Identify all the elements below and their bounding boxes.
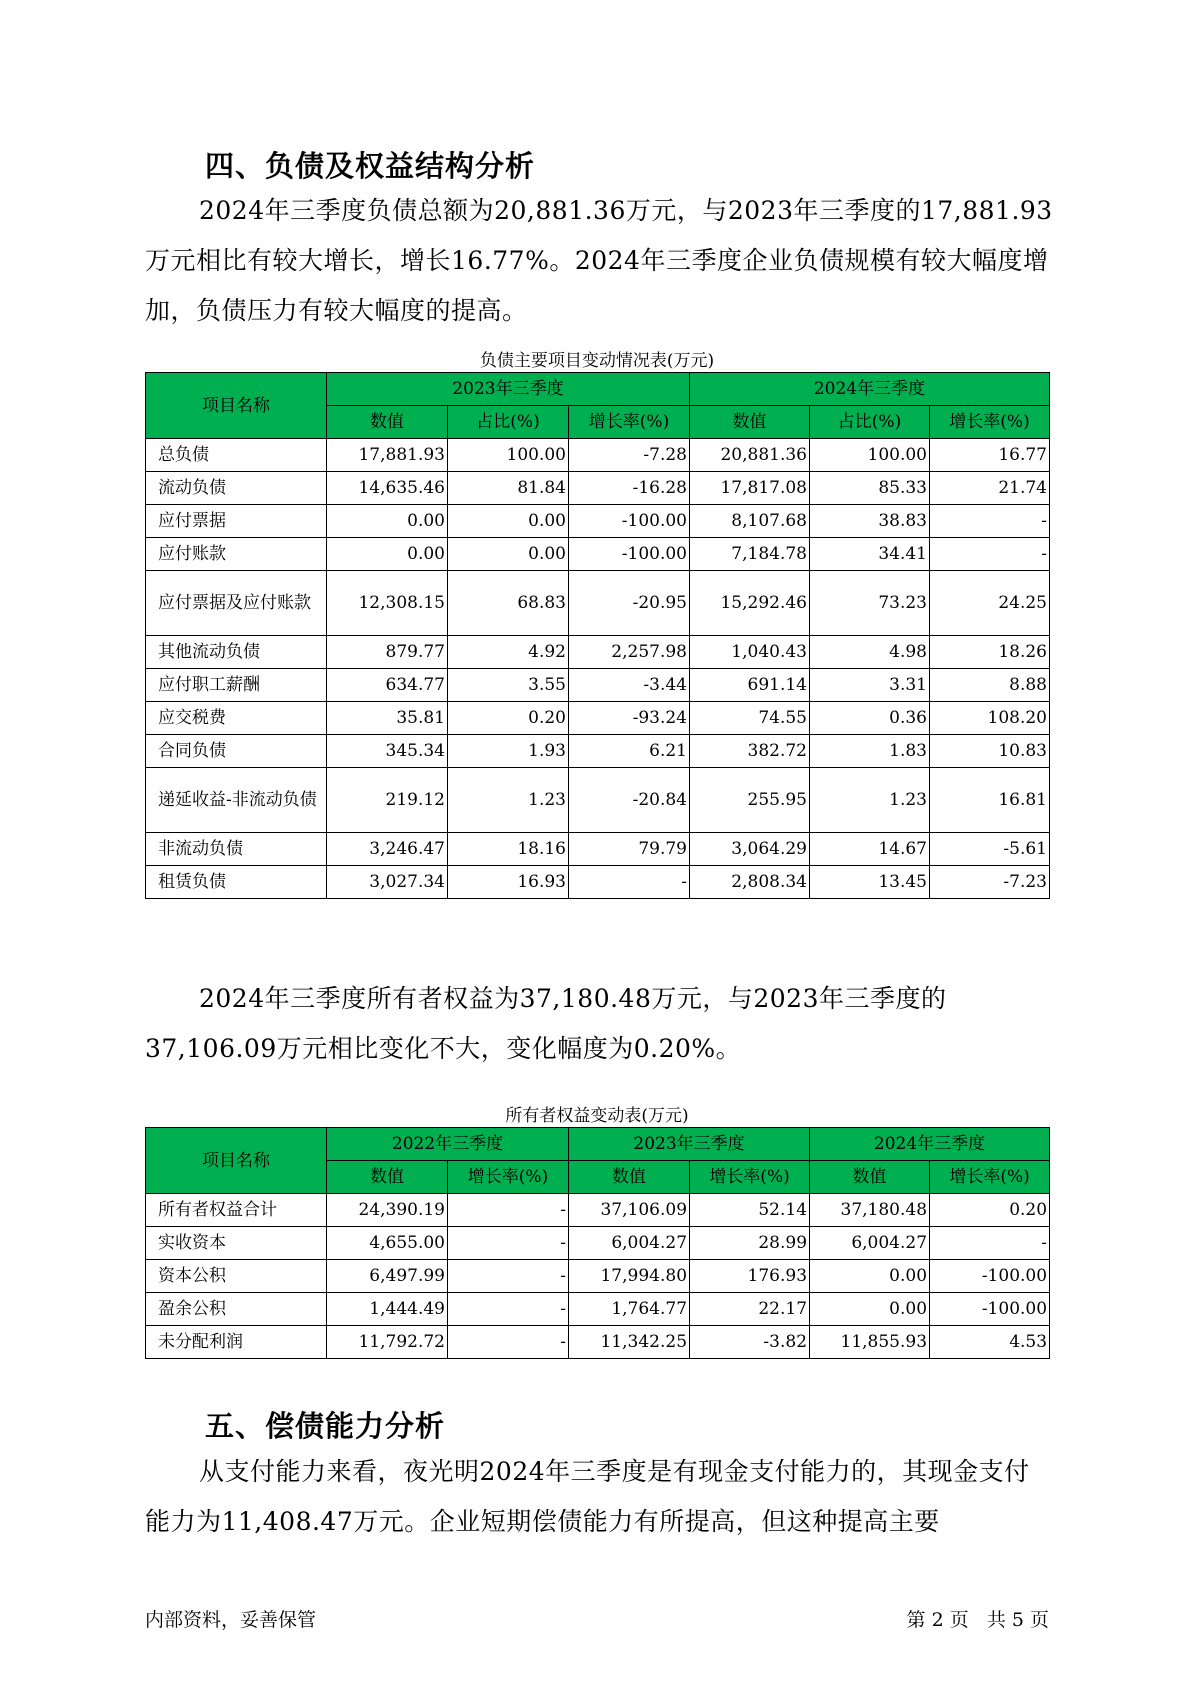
cell-a-growth: - (448, 1326, 569, 1359)
cell-b-val: 11,342.25 (569, 1326, 690, 1359)
cell-c-val: 37,180.48 (810, 1194, 930, 1227)
cell-b-growth: 24.25 (930, 571, 1050, 636)
cell-b-share: 34.41 (810, 538, 930, 571)
table-row (146, 1326, 1050, 1359)
subheader-growth: 增长率(%) (448, 1161, 569, 1194)
cell-b-share: 1.83 (810, 735, 930, 768)
row-item-name: 合同负债 (146, 735, 327, 768)
table-row (146, 833, 1050, 866)
cell-b-growth: - (930, 505, 1050, 538)
cell-a-growth: - (448, 1227, 569, 1260)
cell-b-val: 1,764.77 (569, 1293, 690, 1326)
header-item-name: 项目名称 (146, 373, 327, 439)
header-period-2023: 2023年三季度 (569, 1128, 810, 1161)
table-row (146, 702, 1050, 735)
row-item-name: 流动负债 (146, 472, 327, 505)
cell-b-growth: 8.88 (930, 669, 1050, 702)
cell-a-growth: -93.24 (569, 702, 690, 735)
cell-a-growth: - (569, 866, 690, 899)
cell-b-growth: 28.99 (690, 1227, 810, 1260)
cell-b-share: 100.00 (810, 439, 930, 472)
cell-a-val: 3,027.34 (327, 866, 448, 899)
table-row (146, 735, 1050, 768)
row-item-name: 未分配利润 (146, 1326, 327, 1359)
table-row (146, 439, 1050, 472)
cell-a-growth: - (448, 1260, 569, 1293)
subheader-share: 占比(%) (448, 406, 569, 439)
subheader-growth: 增长率(%) (690, 1161, 810, 1194)
cell-b-growth: 10.83 (930, 735, 1050, 768)
subheader-value: 数值 (810, 1161, 930, 1194)
solvency-paragraph: 从支付能力来看，夜光明2024年三季度是有现金支付能力的，其现金支付能力为11,408.47万元。企业短期偿债能力有所提高，但这种提高主要 (145, 1457, 1030, 1536)
cell-a-val: 879.77 (327, 636, 448, 669)
cell-b-growth: 22.17 (690, 1293, 810, 1326)
cell-b-share: 1.23 (810, 768, 930, 833)
cell-a-growth: -100.00 (569, 505, 690, 538)
cell-a-val: 1,444.49 (327, 1293, 448, 1326)
cell-a-growth: -7.28 (569, 439, 690, 472)
row-item-name: 资本公积 (146, 1260, 327, 1293)
cell-a-val: 35.81 (327, 702, 448, 735)
table-row (146, 1227, 1050, 1260)
subheader-growth: 增长率(%) (569, 406, 690, 439)
table-header-row (146, 1128, 1050, 1161)
cell-a-val: 14,635.46 (327, 472, 448, 505)
subheader-value: 数值 (690, 406, 810, 439)
cell-a-growth: -100.00 (569, 538, 690, 571)
row-item-name: 总负债 (146, 439, 327, 472)
footer-confidential-note: 内部资料，妥善保管 (145, 1609, 317, 1631)
cell-b-val: 6,004.27 (569, 1227, 690, 1260)
header-item-name: 项目名称 (146, 1128, 327, 1194)
footer-page-number: 第 2 页 共 5 页 (906, 1609, 1049, 1631)
table-row (146, 866, 1050, 899)
cell-b-val: 15,292.46 (690, 571, 810, 636)
liabilities-table-caption: 负债主要项目变动情况表(万元) (479, 351, 715, 371)
cell-a-val: 219.12 (327, 768, 448, 833)
cell-b-val: 1,040.43 (690, 636, 810, 669)
subheader-value: 数值 (327, 406, 448, 439)
cell-b-growth: 16.81 (930, 768, 1050, 833)
liabilities-table (145, 372, 1050, 899)
row-item-name: 所有者权益合计 (146, 1194, 327, 1227)
row-item-name: 租赁负债 (146, 866, 327, 899)
cell-b-val: 8,107.68 (690, 505, 810, 538)
table-row (146, 1293, 1050, 1326)
subheader-value: 数值 (327, 1161, 448, 1194)
cell-a-growth: -3.44 (569, 669, 690, 702)
subheader-growth: 增长率(%) (930, 1161, 1050, 1194)
cell-c-growth: - (930, 1227, 1050, 1260)
cell-b-share: 4.98 (810, 636, 930, 669)
cell-b-val: 382.72 (690, 735, 810, 768)
cell-a-val: 24,390.19 (327, 1194, 448, 1227)
cell-b-share: 13.45 (810, 866, 930, 899)
cell-c-val: 11,855.93 (810, 1326, 930, 1359)
cell-a-growth: 79.79 (569, 833, 690, 866)
cell-b-val: 2,808.34 (690, 866, 810, 899)
row-item-name: 实收资本 (146, 1227, 327, 1260)
cell-c-val: 0.00 (810, 1293, 930, 1326)
cell-a-val: 634.77 (327, 669, 448, 702)
table-row (146, 669, 1050, 702)
subheader-value: 数值 (569, 1161, 690, 1194)
table-row (146, 636, 1050, 669)
cell-b-growth: 108.20 (930, 702, 1050, 735)
cell-b-share: 3.31 (810, 669, 930, 702)
table-row (146, 768, 1050, 833)
cell-a-share: 1.23 (448, 768, 569, 833)
cell-a-share: 3.55 (448, 669, 569, 702)
cell-b-val: 37,106.09 (569, 1194, 690, 1227)
liabilities-paragraph: 2024年三季度负债总额为20,881.36万元，与2023年三季度的17,881.93万元相比有较大增长，增长16.77%。2024年三季度企业负债规模有较大幅度增加，负债压力有较大幅度的提高。 (145, 196, 1053, 325)
subheader-growth: 增长率(%) (930, 406, 1050, 439)
cell-b-share: 38.83 (810, 505, 930, 538)
cell-b-val: 17,817.08 (690, 472, 810, 505)
cell-a-share: 1.93 (448, 735, 569, 768)
cell-a-val: 0.00 (327, 505, 448, 538)
cell-b-growth: - (930, 538, 1050, 571)
cell-a-share: 0.00 (448, 538, 569, 571)
cell-b-growth: 18.26 (930, 636, 1050, 669)
row-item-name: 应付票据 (146, 505, 327, 538)
cell-c-growth: 4.53 (930, 1326, 1050, 1359)
cell-b-share: 14.67 (810, 833, 930, 866)
cell-b-val: 7,184.78 (690, 538, 810, 571)
table-row (146, 1260, 1050, 1293)
cell-b-val: 74.55 (690, 702, 810, 735)
cell-b-growth: -3.82 (690, 1326, 810, 1359)
cell-b-growth: -7.23 (930, 866, 1050, 899)
cell-a-share: 0.20 (448, 702, 569, 735)
subheader-share: 占比(%) (810, 406, 930, 439)
cell-a-val: 12,308.15 (327, 571, 448, 636)
cell-a-val: 6,497.99 (327, 1260, 448, 1293)
cell-b-share: 0.36 (810, 702, 930, 735)
cell-a-val: 17,881.93 (327, 439, 448, 472)
cell-b-growth: 52.14 (690, 1194, 810, 1227)
equity-table-caption: 所有者权益变动表(万元) (505, 1106, 689, 1126)
cell-b-share: 73.23 (810, 571, 930, 636)
cell-b-share: 85.33 (810, 472, 930, 505)
row-item-name: 应交税费 (146, 702, 327, 735)
table-row (146, 1194, 1050, 1227)
cell-a-growth: -20.95 (569, 571, 690, 636)
header-period-2024: 2024年三季度 (690, 373, 1050, 406)
header-period-2023: 2023年三季度 (327, 373, 690, 406)
cell-a-share: 81.84 (448, 472, 569, 505)
liabilities-table-body (146, 439, 1050, 899)
cell-a-share: 100.00 (448, 439, 569, 472)
cell-b-val: 17,994.80 (569, 1260, 690, 1293)
row-item-name: 应付票据及应付账款 (146, 571, 327, 636)
row-item-name: 非流动负债 (146, 833, 327, 866)
cell-b-growth: 176.93 (690, 1260, 810, 1293)
cell-a-val: 345.34 (327, 735, 448, 768)
cell-a-share: 18.16 (448, 833, 569, 866)
cell-c-growth: -100.00 (930, 1260, 1050, 1293)
cell-c-growth: -100.00 (930, 1293, 1050, 1326)
cell-a-share: 0.00 (448, 505, 569, 538)
row-item-name: 应付职工薪酬 (146, 669, 327, 702)
cell-c-val: 6,004.27 (810, 1227, 930, 1260)
cell-a-growth: - (448, 1194, 569, 1227)
cell-b-val: 3,064.29 (690, 833, 810, 866)
cell-a-share: 16.93 (448, 866, 569, 899)
equity-paragraph: 2024年三季度所有者权益为37,180.48万元，与2023年三季度的37,106.09万元相比变化不大，变化幅度为0.20%。 (145, 984, 947, 1063)
table-header-row (146, 373, 1050, 406)
row-item-name: 递延收益-非流动负债 (146, 768, 327, 833)
cell-a-growth: 6.21 (569, 735, 690, 768)
table-row (146, 472, 1050, 505)
cell-b-growth: -5.61 (930, 833, 1050, 866)
cell-c-growth: 0.20 (930, 1194, 1050, 1227)
table-row (146, 571, 1050, 636)
cell-a-val: 3,246.47 (327, 833, 448, 866)
cell-a-growth: - (448, 1293, 569, 1326)
header-period-2022: 2022年三季度 (327, 1128, 569, 1161)
cell-a-val: 4,655.00 (327, 1227, 448, 1260)
cell-b-growth: 16.77 (930, 439, 1050, 472)
cell-c-val: 0.00 (810, 1260, 930, 1293)
cell-b-val: 255.95 (690, 768, 810, 833)
cell-a-growth: 2,257.98 (569, 636, 690, 669)
table-row (146, 538, 1050, 571)
section-heading-solvency: 五、偿债能力分析 (205, 1409, 446, 1443)
cell-a-share: 4.92 (448, 636, 569, 669)
cell-b-val: 20,881.36 (690, 439, 810, 472)
cell-a-share: 68.83 (448, 571, 569, 636)
row-item-name: 盈余公积 (146, 1293, 327, 1326)
cell-a-val: 11,792.72 (327, 1326, 448, 1359)
cell-a-growth: -16.28 (569, 472, 690, 505)
header-period-2024: 2024年三季度 (810, 1128, 1050, 1161)
table-row (146, 505, 1050, 538)
section-heading-liabilities-equity: 四、负债及权益结构分析 (205, 149, 536, 183)
row-item-name: 应付账款 (146, 538, 327, 571)
row-item-name: 其他流动负债 (146, 636, 327, 669)
equity-table-body (146, 1194, 1050, 1359)
cell-b-val: 691.14 (690, 669, 810, 702)
cell-b-growth: 21.74 (930, 472, 1050, 505)
cell-a-growth: -20.84 (569, 768, 690, 833)
cell-a-val: 0.00 (327, 538, 448, 571)
equity-table (145, 1127, 1050, 1359)
